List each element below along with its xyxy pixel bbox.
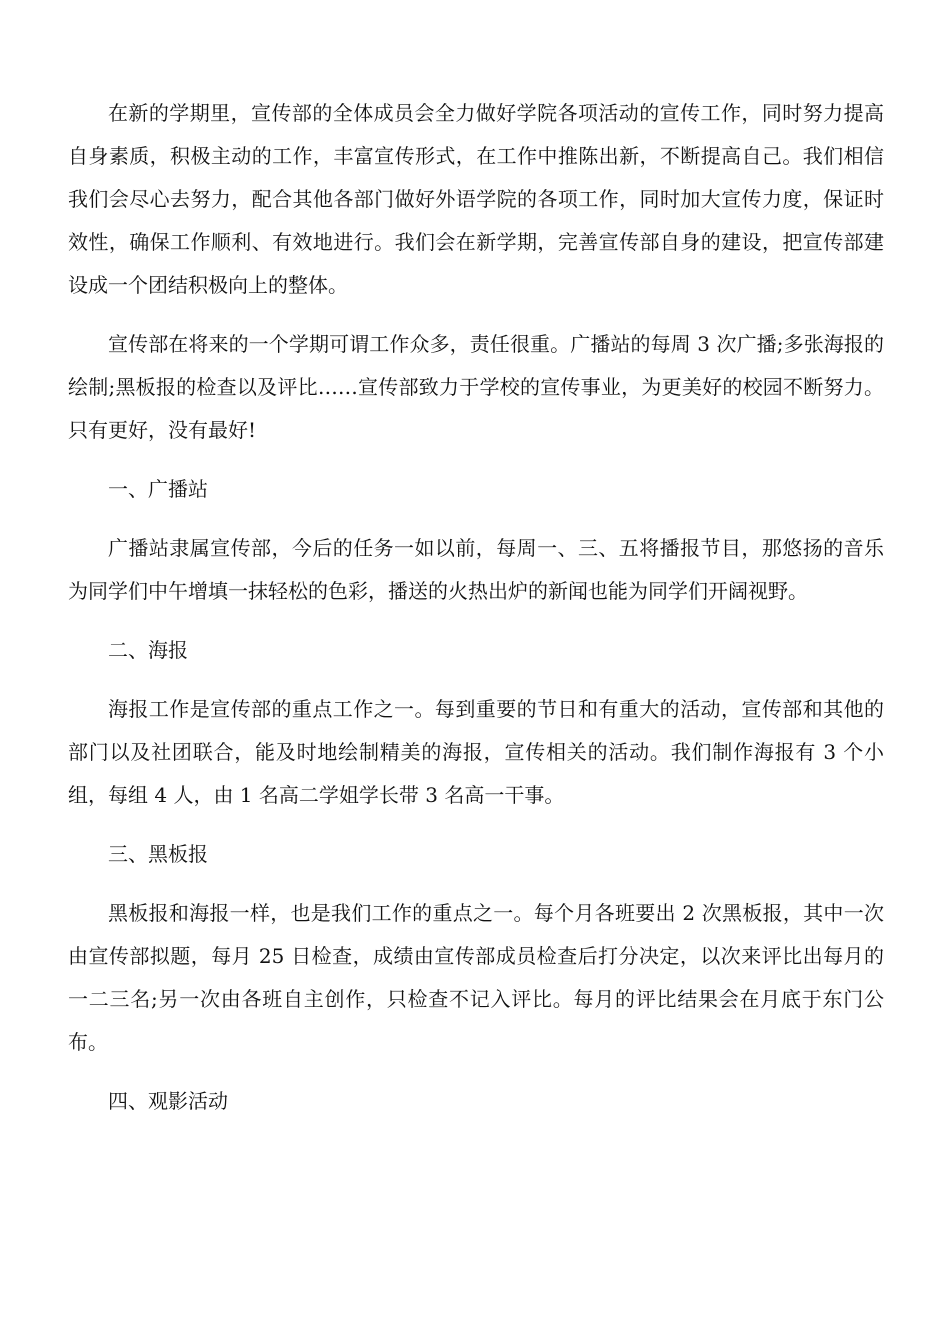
paragraph-blackboard: 黑板报和海报一样，也是我们工作的重点之一。每个月各班要出 2 次黑板报，其中一次由宣传部拟题，每月 25 日检查，成绩由宣传部成员检查后打分决定，以次来评比出每月的一二三名;另一次由各班自主创作，只检查不记入评比。每月的评比结果会在月底于东门公布。 (68, 901, 884, 1054)
section-heading-blackboard: 三、黑板报 (108, 842, 208, 866)
paragraph-poster: 海报工作是宣传部的重点工作之一。每到重要的节日和有重大的活动，宣传部和其他的部门以及社团联合，能及时地绘制精美的海报，宣传相关的活动。我们制作海报有 3 个小组，每组 4 人，由 1 名高二学姐学长带 3 名高一干事。 (68, 697, 884, 807)
section-heading-poster: 二、海报 (108, 638, 188, 662)
paragraph-broadcast: 广播站隶属宣传部，今后的任务一如以前，每周一、三、五将播报节目，那悠扬的音乐为同学们中午增填一抹轻松的色彩，播送的火热出炉的新闻也能为同学们开阔视野。 (68, 536, 884, 603)
document-body (68, 92, 884, 1139)
section-heading-broadcast: 一、广播站 (108, 477, 208, 501)
paragraph-overview: 宣传部在将来的一个学期可谓工作众多，责任很重。广播站的每周 3 次广播;多张海报的绘制;黑板报的检查以及评比……宣传部致力于学校的宣传事业，为更美好的校园不断努力。只有更好，没有最好! (68, 332, 884, 442)
section-heading-movie: 四、观影活动 (108, 1089, 228, 1113)
paragraph-intro: 在新的学期里，宣传部的全体成员会全力做好学院各项活动的宣传工作，同时努力提高自身素质，积极主动的工作，丰富宣传形式，在工作中推陈出新，不断提高自己。我们相信我们会尽心去努力，配合其他各部门做好外语学院的各项工作，同时加大宣传力度，保证时效性，确保工作顺利、有效地进行。我们会在新学期，完善宣传部自身的建设，把宣传部建设成一个团结积极向上的整体。 (68, 101, 884, 297)
